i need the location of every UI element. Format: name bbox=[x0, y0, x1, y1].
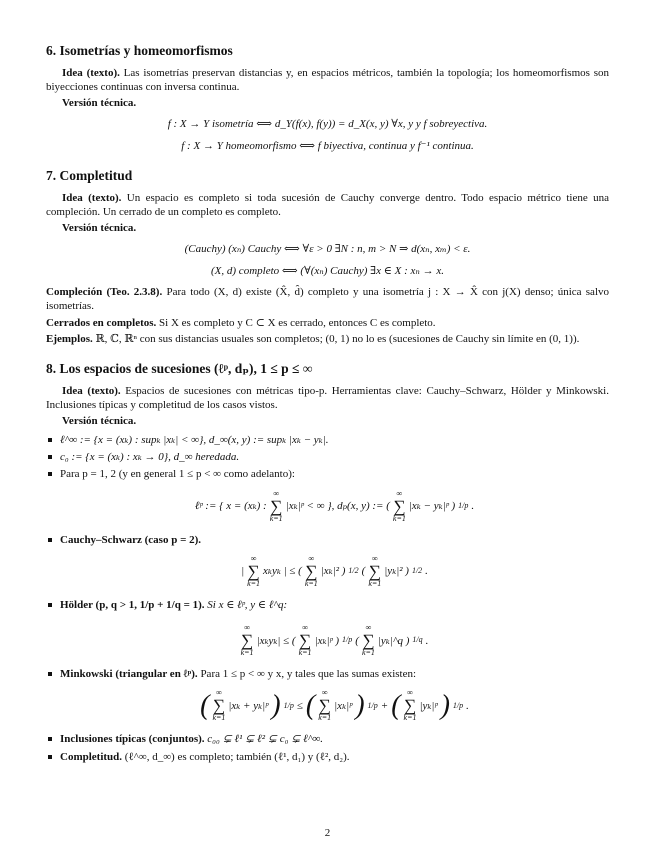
holder-equation: ∞ ∑ k=1 |xₖyₖ| ≤ ( ∞ ∑ k=1 |xₖ|ᵖ ) 1/p ( ∞ ∑ k=1 |yₖ|^q ) 1/q . bbox=[240, 623, 429, 658]
list-item-cauchy-schwarz bbox=[46, 533, 609, 588]
complecion-text: Para todo (X, d) existe (X̂, d̂) completo y una isometría j : X → X̂ con j(X) denso; única salvo isometrías. bbox=[46, 286, 609, 313]
holder-part-d: |yₖ|^q ) bbox=[377, 634, 410, 647]
page-number: 2 bbox=[324, 827, 331, 839]
cerrados-label: Cerrados en completos. bbox=[46, 316, 157, 329]
section-7-eq-cauchy: (Cauchy) (xₙ) Cauchy ⟺ ∀ε > 0 ∃N : n, m > N ⇒ d(xₙ, xₘ) < ε. bbox=[184, 243, 471, 256]
inclusiones-label: Inclusiones típicas (conjuntos). bbox=[60, 733, 205, 746]
idea-text: Espacios de sucesiones con métricas tipo-p. Herramientas clave: Cauchy–Schwarz, Hölder y Minkowski. Inclusiones típicas y completitud de los casos vistos. bbox=[46, 384, 609, 412]
section-6-title: 6. Isometrías y homeomorfismos bbox=[46, 43, 233, 58]
idea-label: Idea (texto). bbox=[62, 66, 120, 79]
section-8-version-tecnica: Versión técnica. bbox=[62, 415, 137, 428]
list-item-holder bbox=[46, 598, 609, 657]
sum-symbol: ∞ ∑ k=1 bbox=[318, 688, 332, 723]
inclusiones-text: c₀₀ ⊊ ℓ¹ ⊊ ℓ² ⊊ c₀ ⊊ ℓ^∞. bbox=[204, 733, 323, 746]
sum-symbol: ∞ ∑ k=1 bbox=[361, 623, 375, 658]
holder-part-b: |xₖ|ᵖ ) bbox=[314, 634, 340, 647]
sum-symbol: ∞ ∑ k=1 bbox=[304, 553, 318, 588]
lp-eq-part-a: ℓᵖ := { x = (xₖ) : bbox=[194, 499, 267, 512]
minkowski-equation: ( ∞ ∑ k=1 |xₖ + yₖ|ᵖ ) 1/p ≤ ( ∞ ∑ k=1 |xₖ|ᵖ ) 1/p + ( ∞ ∑ k=1 |yₖ|ᵖ ) 1/p . bbox=[200, 688, 469, 723]
idea-text: Un espacio es completo si toda sucesión de Cauchy converge dentro. Todo espacio métrico tiene una compleción. Un cerrado de un completo es completo. bbox=[46, 191, 609, 218]
section-6-eq-isometria: f : X → Y isometría ⟺ d_Y(f(x), f(y)) = d_X(x, y) ∀x, y y f sobreyectiva. bbox=[167, 118, 488, 131]
section-7-eq-completo: (X, d) completo ⟺ (∀(xₙ) Cauchy) ∃x ∈ X : xₙ → x. bbox=[211, 264, 444, 277]
idea-text: Las isometrías preservan distancias y, en espacios métricos, también la topología; los homeomorfismos son biyecciones continuas con inversa continua. bbox=[46, 66, 609, 93]
sum-symbol: ∞ ∑ k=1 bbox=[212, 688, 226, 723]
holder-part-c: ( bbox=[355, 634, 359, 647]
sum-symbol: ∞ ∑ k=1 bbox=[403, 688, 417, 723]
completitud-label: Completitud. bbox=[60, 750, 123, 763]
sum-symbol: ∞ ∑ k=1 bbox=[240, 623, 254, 658]
section-7-version-tecnica: Versión técnica. bbox=[62, 222, 137, 235]
section-8-list bbox=[46, 433, 609, 764]
sum-symbol: ∞ ∑ k=1 bbox=[392, 488, 406, 523]
cerrados-text: Si X es completo y C ⊂ X es cerrado, entonces C es completo. bbox=[156, 316, 436, 329]
lp-exponent: 1/p bbox=[458, 500, 469, 510]
lp-eq-part-b: |xₖ|ᵖ < ∞ }, dₚ(x, y) := ( bbox=[285, 499, 390, 512]
sum-symbol: ∞ ∑ k=1 bbox=[368, 553, 382, 588]
section-7-ejemplos bbox=[46, 332, 609, 346]
cs-part-b: |xₖ|² ) bbox=[320, 565, 346, 578]
section-8-title: 8. Los espacios de sucesiones (ℓᵖ, dₚ), 1 ≤ p ≤ ∞ bbox=[46, 361, 313, 377]
ejemplos-text: ℝ, ℂ, ℝⁿ con sus distancias usuales son completos; (0, 1) no lo es (sucesiones de Cauchy sin límite en (0, 1)). bbox=[92, 332, 580, 345]
c0-def: c₀ := {x = (xₖ) : xₖ → 0}, d_∞ heredada. bbox=[60, 450, 240, 463]
list-item-lp bbox=[46, 467, 609, 522]
linf-def: ℓ^∞ := {x = (xₖ) : supₖ |xₖ| < ∞}, d_∞(x, y) := supₖ |xₖ − yₖ|. bbox=[60, 433, 329, 446]
list-item-minkowski bbox=[46, 667, 609, 722]
section-6-eq-homeomorfismo: f : X → Y homeomorfismo ⟺ f biyectiva, continua y f⁻¹ continua. bbox=[181, 139, 474, 152]
section-7-idea bbox=[46, 191, 609, 220]
cauchy-schwarz-label: Cauchy–Schwarz (caso p = 2). bbox=[60, 533, 202, 546]
holder-part-a: |xₖyₖ| ≤ ( bbox=[256, 634, 296, 647]
ejemplos-label: Ejemplos. bbox=[46, 332, 93, 345]
mink-part-c: |yₖ|ᵖ bbox=[419, 699, 438, 712]
section-8-idea bbox=[46, 384, 609, 413]
section-7-title: 7. Completitud bbox=[46, 168, 133, 184]
lp-equation: ℓᵖ := { x = (xₖ) : ∞ ∑ k=1 |xₖ|ᵖ < ∞ }, dₚ(x, y) := ( ∞ ∑ k=1 |xₖ − yₖ|ᵖ ) 1/p . bbox=[194, 488, 475, 523]
cauchy-schwarz-equation: | ∞ ∑ k=1 xₖyₖ | ≤ ( ∞ ∑ k=1 |xₖ|² ) 1/2 ( ∞ ∑ k=1 |yₖ|² ) 1/2 . bbox=[241, 553, 428, 588]
sum-symbol: ∞ ∑ k=1 bbox=[298, 623, 312, 658]
mink-part-a: |xₖ + yₖ|ᵖ bbox=[228, 699, 269, 712]
section-7-cerrados bbox=[46, 316, 609, 330]
holder-text: Si x ∈ ℓᵖ, y ∈ ℓ^q: bbox=[204, 598, 288, 611]
cs-part-a: xₖyₖ | ≤ ( bbox=[263, 565, 302, 578]
minkowski-label: Minkowski (triangular en ℓᵖ). bbox=[60, 668, 198, 681]
complecion-label: Compleción (Teo. 2.3.8). bbox=[46, 286, 163, 299]
holder-label: Hölder (p, q > 1, 1/p + 1/q = 1). bbox=[60, 598, 205, 611]
list-item-inclusiones bbox=[46, 732, 609, 746]
lp-eq-part-c: |xₖ − yₖ|ᵖ ) bbox=[408, 499, 456, 512]
section-6-idea bbox=[46, 66, 609, 95]
idea-label: Idea (texto). bbox=[62, 384, 121, 397]
section-6-version-tecnica: Versión técnica. bbox=[62, 97, 137, 110]
list-item-linf bbox=[46, 433, 609, 447]
cs-part-d: |yₖ|² ) bbox=[384, 565, 409, 578]
mink-part-b: |xₖ|ᵖ bbox=[334, 699, 353, 712]
section-7-complecion bbox=[46, 285, 609, 314]
completitud-text: (ℓ^∞, d_∞) es completo; también (ℓ¹, d₁) y (ℓ², d₂). bbox=[122, 750, 350, 763]
minkowski-text: Para 1 ≤ p < ∞ y x, y tales que las sumas existen: bbox=[197, 668, 417, 681]
list-item-c0 bbox=[46, 450, 609, 464]
sum-symbol: ∞ ∑ k=1 bbox=[247, 553, 261, 588]
sum-symbol: ∞ ∑ k=1 bbox=[269, 488, 283, 523]
cs-part-c: ( bbox=[361, 565, 366, 578]
lp-intro: Para p = 1, 2 (y en general 1 ≤ p < ∞ como adelanto): bbox=[60, 468, 295, 481]
idea-label: Idea (texto). bbox=[62, 191, 122, 204]
list-item-completitud bbox=[46, 750, 609, 764]
